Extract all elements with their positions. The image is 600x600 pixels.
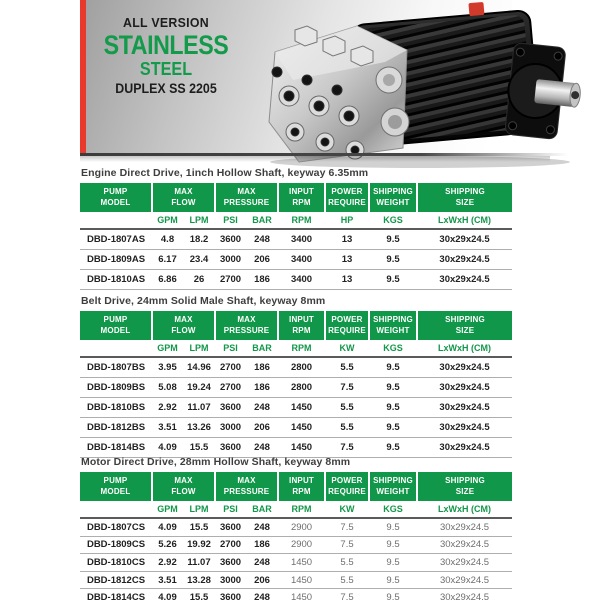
spec-value-cell: 3600	[215, 554, 246, 572]
spec-value-cell: 6.17	[152, 250, 183, 270]
spec-value-cell: 9.5	[369, 536, 417, 554]
unit-header: PSI	[215, 212, 246, 229]
spec-value-cell: 9.5	[369, 250, 417, 270]
spec-value-cell: 30x29x24.5	[417, 357, 512, 378]
pump-model-cell: DBD-1810BS	[80, 398, 152, 418]
unit-header: BAR	[246, 340, 278, 357]
spec-value-cell: 30x29x24.5	[417, 270, 512, 290]
spec-value-cell: 3000	[215, 571, 246, 589]
unit-header: LxWxH (CM)	[417, 340, 512, 357]
spec-table-engine-drive	[80, 183, 512, 290]
spec-value-cell: 13	[325, 270, 369, 290]
unit-header	[80, 501, 152, 518]
spec-value-cell: 3600	[215, 518, 246, 536]
column-group-header: POWER REQUIRE	[325, 183, 369, 212]
banner-shadow-fade	[80, 156, 550, 162]
unit-header	[80, 340, 152, 357]
column-group-header: PUMP MODEL	[80, 183, 152, 212]
spec-value-cell: 2800	[278, 357, 325, 378]
column-group-header: PUMP MODEL	[80, 472, 152, 501]
spec-value-cell: 3600	[215, 229, 246, 250]
spec-row	[80, 398, 512, 418]
spec-value-cell: 206	[246, 250, 278, 270]
column-group-header: MAX FLOW	[152, 311, 215, 340]
spec-value-cell: 3.95	[152, 357, 183, 378]
spec-value-cell: 18.2	[183, 229, 215, 250]
spec-value-cell: 186	[246, 536, 278, 554]
pump-model-cell: DBD-1809BS	[80, 378, 152, 398]
unit-header: BAR	[246, 212, 278, 229]
column-group-header: MAX PRESSURE	[215, 472, 278, 501]
spec-row	[80, 229, 512, 250]
spec-value-cell: 186	[246, 357, 278, 378]
spec-value-cell: 9.5	[369, 554, 417, 572]
spec-value-cell: 30x29x24.5	[417, 250, 512, 270]
column-group-header: MAX PRESSURE	[215, 183, 278, 212]
unit-header: RPM	[278, 501, 325, 518]
unit-header: BAR	[246, 501, 278, 518]
spec-value-cell: 2.92	[152, 554, 183, 572]
spec-value-cell: 13	[325, 229, 369, 250]
product-subtitle: STEEL	[139, 59, 193, 79]
spec-value-cell: 2800	[278, 378, 325, 398]
unit-header: KGS	[369, 212, 417, 229]
column-group-header: SHIPPING WEIGHT	[369, 311, 417, 340]
unit-header: PSI	[215, 340, 246, 357]
spec-value-cell: 248	[246, 589, 278, 600]
pump-model-cell: DBD-1809AS	[80, 250, 152, 270]
spec-value-cell: 2900	[278, 518, 325, 536]
spec-value-cell: 9.5	[369, 438, 417, 458]
banner-tagline: ALL VERSION	[123, 15, 209, 30]
unit-header: GPM	[152, 212, 183, 229]
table-title: Motor Direct Drive, 28mm Hollow Shaft, keyway 8mm	[81, 456, 351, 468]
spec-value-cell: 30x29x24.5	[417, 536, 512, 554]
spec-value-cell: 2700	[215, 270, 246, 290]
banner-text-block	[92, 15, 240, 96]
column-group-header: MAX FLOW	[152, 472, 215, 501]
spec-value-cell: 206	[246, 418, 278, 438]
spec-value-cell: 2700	[215, 536, 246, 554]
spec-value-cell: 3.51	[152, 418, 183, 438]
spec-value-cell: 26	[183, 270, 215, 290]
spec-value-cell: 248	[246, 518, 278, 536]
spec-value-cell: 3400	[278, 270, 325, 290]
stainless-head	[269, 26, 409, 162]
unit-header: GPM	[152, 340, 183, 357]
spec-value-cell: 5.5	[325, 554, 369, 572]
column-group-header: SHIPPING SIZE	[417, 183, 512, 212]
spec-value-cell: 30x29x24.5	[417, 378, 512, 398]
pump-model-cell: DBD-1807AS	[80, 229, 152, 250]
spec-value-cell: 5.5	[325, 357, 369, 378]
unit-header: LPM	[183, 212, 215, 229]
spec-row	[80, 418, 512, 438]
spec-value-cell: 1450	[278, 589, 325, 600]
spec-row	[80, 270, 512, 290]
spec-row	[80, 378, 512, 398]
spec-value-cell: 2900	[278, 536, 325, 554]
spec-value-cell: 4.8	[152, 229, 183, 250]
spec-value-cell: 248	[246, 438, 278, 458]
column-group-header: POWER REQUIRE	[325, 472, 369, 501]
spec-value-cell: 3.51	[152, 571, 183, 589]
spec-row	[80, 438, 512, 458]
spec-value-cell: 248	[246, 554, 278, 572]
unit-header: KW	[325, 501, 369, 518]
unit-header: KGS	[369, 340, 417, 357]
spec-value-cell: 4.09	[152, 589, 183, 600]
unit-header	[80, 212, 152, 229]
column-group-header: INPUT RPM	[278, 183, 325, 212]
spec-value-cell: 7.5	[325, 518, 369, 536]
unit-header: LPM	[183, 501, 215, 518]
spec-table-motor-drive	[80, 472, 512, 600]
spec-value-cell: 9.5	[369, 418, 417, 438]
spec-value-cell: 19.24	[183, 378, 215, 398]
spec-value-cell: 4.09	[152, 518, 183, 536]
column-group-header: SHIPPING SIZE	[417, 472, 512, 501]
spec-value-cell: 1450	[278, 418, 325, 438]
pump-model-cell: DBD-1807CS	[80, 518, 152, 536]
spec-value-cell: 4.09	[152, 438, 183, 458]
spec-row	[80, 589, 512, 600]
pump-model-cell: DBD-1814BS	[80, 438, 152, 458]
spec-value-cell: 13	[325, 250, 369, 270]
column-group-header: SHIPPING WEIGHT	[369, 183, 417, 212]
product-model: DUPLEX SS 2205	[115, 81, 217, 96]
section-engine-direct-drive	[80, 167, 512, 290]
spec-value-cell: 9.5	[369, 398, 417, 418]
spec-row	[80, 518, 512, 536]
spec-row	[80, 554, 512, 572]
spec-row	[80, 357, 512, 378]
spec-value-cell: 3000	[215, 418, 246, 438]
column-group-header: SHIPPING WEIGHT	[369, 472, 417, 501]
spec-value-cell: 30x29x24.5	[417, 398, 512, 418]
spec-value-cell: 11.07	[183, 398, 215, 418]
spec-value-cell: 2700	[215, 378, 246, 398]
unit-header: LxWxH (CM)	[417, 501, 512, 518]
spec-row	[80, 250, 512, 270]
spec-value-cell: 30x29x24.5	[417, 589, 512, 600]
spec-value-cell: 9.5	[369, 357, 417, 378]
spec-value-cell: 206	[246, 571, 278, 589]
column-group-header: INPUT RPM	[278, 472, 325, 501]
spec-value-cell: 248	[246, 398, 278, 418]
spec-value-cell: 30x29x24.5	[417, 571, 512, 589]
column-group-header: MAX PRESSURE	[215, 311, 278, 340]
spec-value-cell: 13.26	[183, 418, 215, 438]
unit-header: KW	[325, 340, 369, 357]
spec-value-cell: 186	[246, 270, 278, 290]
pump-model-cell: DBD-1810CS	[80, 554, 152, 572]
spec-value-cell: 5.5	[325, 398, 369, 418]
spec-value-cell: 1450	[278, 438, 325, 458]
spec-value-cell: 7.5	[325, 438, 369, 458]
spec-value-cell: 1450	[278, 571, 325, 589]
spec-value-cell: 7.5	[325, 589, 369, 600]
spec-value-cell: 11.07	[183, 554, 215, 572]
spec-value-cell: 3400	[278, 229, 325, 250]
spec-value-cell: 2700	[215, 357, 246, 378]
spec-value-cell: 3600	[215, 438, 246, 458]
pump-model-cell: DBD-1810AS	[80, 270, 152, 290]
spec-value-cell: 30x29x24.5	[417, 438, 512, 458]
spec-value-cell: 3600	[215, 589, 246, 600]
spec-value-cell: 19.92	[183, 536, 215, 554]
spec-value-cell: 5.26	[152, 536, 183, 554]
unit-header: KGS	[369, 501, 417, 518]
unit-header: PSI	[215, 501, 246, 518]
spec-value-cell: 15.5	[183, 438, 215, 458]
spec-value-cell: 15.5	[183, 518, 215, 536]
spec-value-cell: 1450	[278, 398, 325, 418]
column-group-header: PUMP MODEL	[80, 311, 152, 340]
spec-value-cell: 7.5	[325, 378, 369, 398]
spec-row	[80, 536, 512, 554]
spec-value-cell: 3600	[215, 398, 246, 418]
column-group-header: MAX FLOW	[152, 183, 215, 212]
spec-value-cell: 186	[246, 378, 278, 398]
spec-value-cell: 6.86	[152, 270, 183, 290]
spec-value-cell: 23.4	[183, 250, 215, 270]
pump-model-cell: DBD-1807BS	[80, 357, 152, 378]
spec-value-cell: 30x29x24.5	[417, 518, 512, 536]
spec-value-cell: 1450	[278, 554, 325, 572]
oil-cap	[468, 2, 484, 16]
section-belt-drive	[80, 295, 512, 458]
pump-model-cell: DBD-1809CS	[80, 536, 152, 554]
pump-product-photo	[265, 0, 585, 175]
spec-value-cell: 13.28	[183, 571, 215, 589]
spec-value-cell: 5.5	[325, 418, 369, 438]
pump-model-cell: DBD-1812BS	[80, 418, 152, 438]
unit-header: GPM	[152, 501, 183, 518]
column-group-header: POWER REQUIRE	[325, 311, 369, 340]
spec-value-cell: 9.5	[369, 270, 417, 290]
spec-value-cell: 248	[246, 229, 278, 250]
spec-value-cell: 2.92	[152, 398, 183, 418]
spec-value-cell: 9.5	[369, 571, 417, 589]
product-banner	[80, 0, 512, 154]
unit-header: HP	[325, 212, 369, 229]
spec-value-cell: 3000	[215, 250, 246, 270]
section-motor-direct-drive	[80, 456, 512, 600]
spec-table-belt-drive	[80, 311, 512, 458]
spec-value-cell: 5.08	[152, 378, 183, 398]
spec-value-cell: 7.5	[325, 536, 369, 554]
spec-value-cell: 5.5	[325, 571, 369, 589]
column-group-header: INPUT RPM	[278, 311, 325, 340]
unit-header: LxWxH (CM)	[417, 212, 512, 229]
unit-header: LPM	[183, 340, 215, 357]
red-accent-strip	[80, 0, 86, 154]
unit-header: RPM	[278, 340, 325, 357]
table-title: Engine Direct Drive, 1inch Hollow Shaft, keyway 6.35mm	[81, 167, 369, 179]
column-group-header: SHIPPING SIZE	[417, 311, 512, 340]
spec-value-cell: 30x29x24.5	[417, 229, 512, 250]
product-title: STAINLESS	[103, 30, 229, 60]
spec-value-cell: 15.5	[183, 589, 215, 600]
spec-value-cell: 9.5	[369, 229, 417, 250]
spec-value-cell: 9.5	[369, 589, 417, 600]
spec-value-cell: 14.96	[183, 357, 215, 378]
spec-value-cell: 30x29x24.5	[417, 554, 512, 572]
unit-header: RPM	[278, 212, 325, 229]
pump-model-cell: DBD-1814CS	[80, 589, 152, 600]
spec-value-cell: 30x29x24.5	[417, 418, 512, 438]
pump-model-cell: DBD-1812CS	[80, 571, 152, 589]
spec-row	[80, 571, 512, 589]
spec-value-cell: 3400	[278, 250, 325, 270]
table-title: Belt Drive, 24mm Solid Male Shaft, keyway 8mm	[81, 295, 326, 307]
spec-value-cell: 9.5	[369, 378, 417, 398]
spec-value-cell: 9.5	[369, 518, 417, 536]
